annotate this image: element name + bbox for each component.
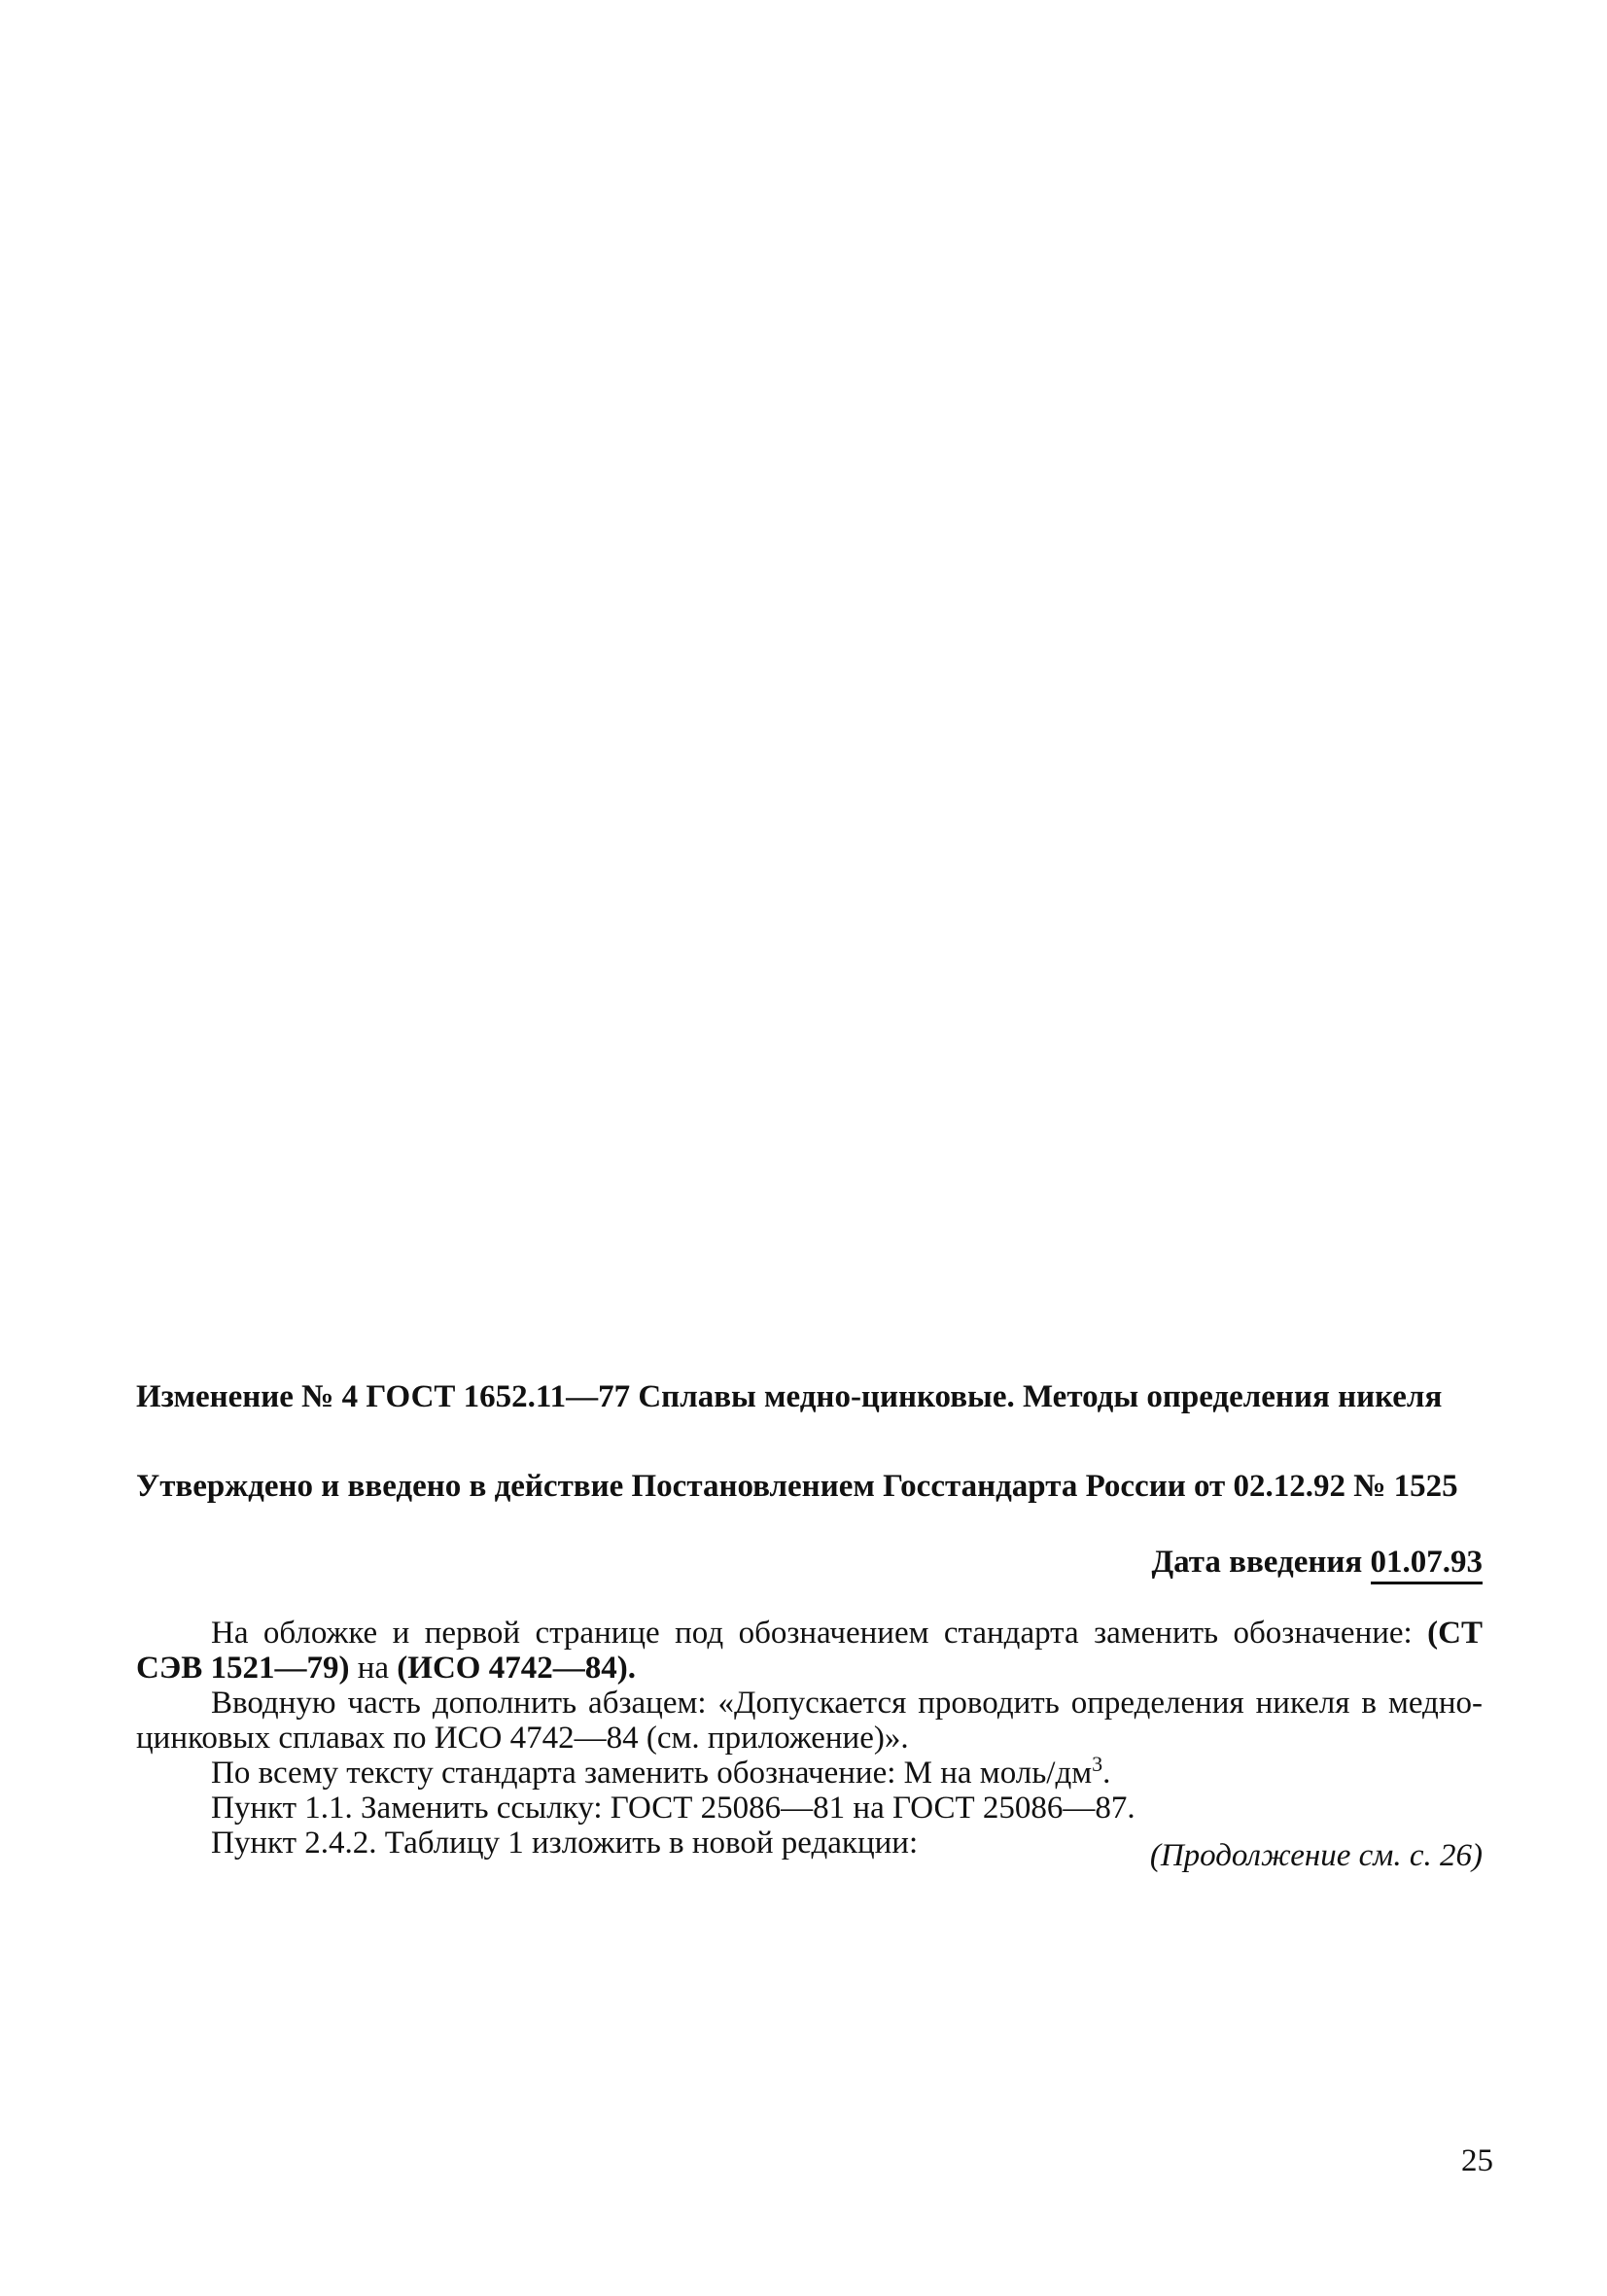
approval-statement: Утверждено и введено в действие Постановлением Госстандарта России от 02.12.92 № 1525 (136, 1469, 1458, 1504)
paragraph-cover-designation (136, 1616, 1483, 1686)
introduction-date-value: 01.07.93 (1371, 1545, 1484, 1584)
amendment-title: Изменение № 4 ГОСТ 1652.11—77 Сплавы медно-цинковые. Методы определения никеля (136, 1379, 1443, 1414)
paragraph-text: на (349, 1651, 398, 1686)
paragraph-units (136, 1752, 1483, 1791)
paragraph-text: На обложке и первой странице под обозначением стандарта заменить обозначение: (211, 1616, 1428, 1651)
page-number: 25 (1461, 2143, 1493, 2178)
paragraph-text: . (1102, 1756, 1111, 1791)
new-designation: (ИСО 4742—84) (397, 1651, 628, 1686)
paragraph-clause-2-4-2: Пункт 2.4.2. Таблицу 1 изложить в новой редакции: (211, 1826, 919, 1861)
paragraph-text: . (627, 1651, 636, 1686)
amendment-body (136, 1616, 1483, 1861)
paragraph-clause-1-1: Пункт 1.1. Заменить ссылку: ГОСТ 25086—81 на ГОСТ 25086—87. (211, 1791, 1135, 1826)
introduction-date-label: Дата введения (1151, 1545, 1363, 1580)
superscript: 3 (1092, 1752, 1103, 1776)
paragraph-introduction: Вводную часть дополнить абзацем: «Допускается проводить определения никеля в медно-цинковых сплавах по ИСО 4742—84 (см. приложение)». (136, 1686, 1483, 1756)
old-designation: (СТ СЭВ 1521—79) (136, 1616, 1483, 1686)
introduction-date (1151, 1544, 1483, 1582)
continued-note: (Продолжение см. с. 26) (1149, 1838, 1483, 1873)
paragraph-text: По всему тексту стандарта заменить обозначение: М на моль/дм (211, 1756, 1093, 1791)
